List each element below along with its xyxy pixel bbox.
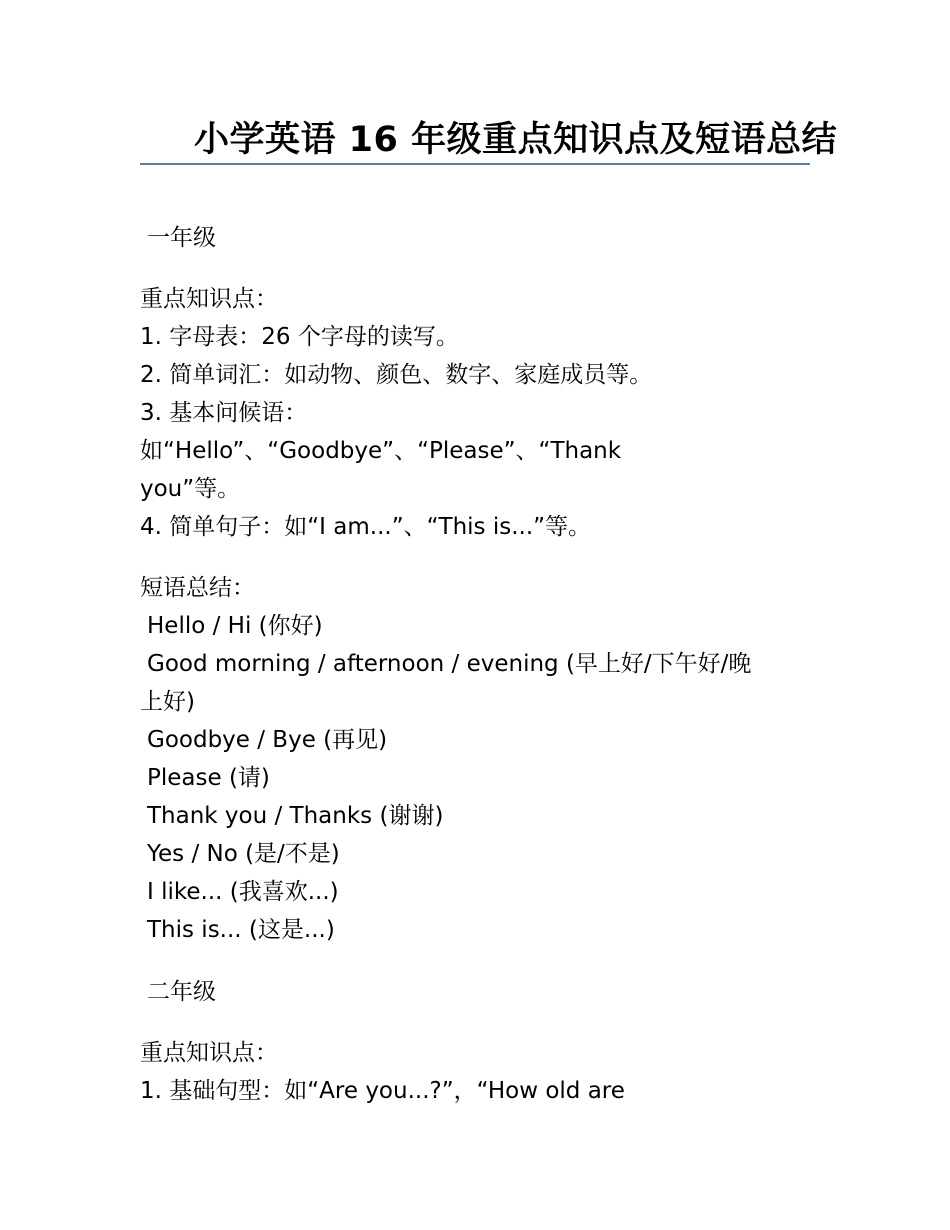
grade1-item-3-line2: 如“Hello”、“Goodbye”、“Please”、“Thank <box>140 438 622 464</box>
grade1-item-1: 1. 字母表：26 个字母的读写。 <box>140 324 459 350</box>
document-title: 小学英语 16 年级重点知识点及短语总结 <box>194 120 838 160</box>
grade2-knowledge-label: 重点知识点： <box>140 1040 278 1066</box>
grade1-item-4: 4. 简单句子：如“I am...”、“This is...”等。 <box>140 514 592 540</box>
phrase-item-continued: 上好) <box>140 689 195 715</box>
phrase-item: This is... (这是...) <box>147 917 335 943</box>
grade1-knowledge-label: 重点知识点： <box>140 286 278 312</box>
grade1-phrases-label: 短语总结： <box>140 575 255 601</box>
phrase-item: Please (请) <box>147 765 270 791</box>
phrase-item: Thank you / Thanks (谢谢) <box>147 803 444 829</box>
grade2-item-1: 1. 基础句型：如“Are you...?”，“How old are <box>140 1078 625 1104</box>
grade1-item-2: 2. 简单词汇：如动物、颜色、数字、家庭成员等。 <box>140 362 653 388</box>
grade2-heading: 二年级 <box>147 979 216 1005</box>
title-underline <box>140 163 810 165</box>
grade1-heading: 一年级 <box>147 225 216 251</box>
phrase-item: Yes / No (是/不是) <box>147 841 340 867</box>
grade1-item-3: 3. 基本问候语： <box>140 400 308 426</box>
phrase-item: Goodbye / Bye (再见) <box>147 727 388 753</box>
phrase-item: Hello / Hi (你好) <box>147 613 323 639</box>
phrase-item: I like... (我喜欢...) <box>147 879 339 905</box>
grade1-item-3-line3: you”等。 <box>140 476 241 502</box>
phrase-item: Good morning / afternoon / evening (早上好/下午好/晚 <box>147 651 752 677</box>
